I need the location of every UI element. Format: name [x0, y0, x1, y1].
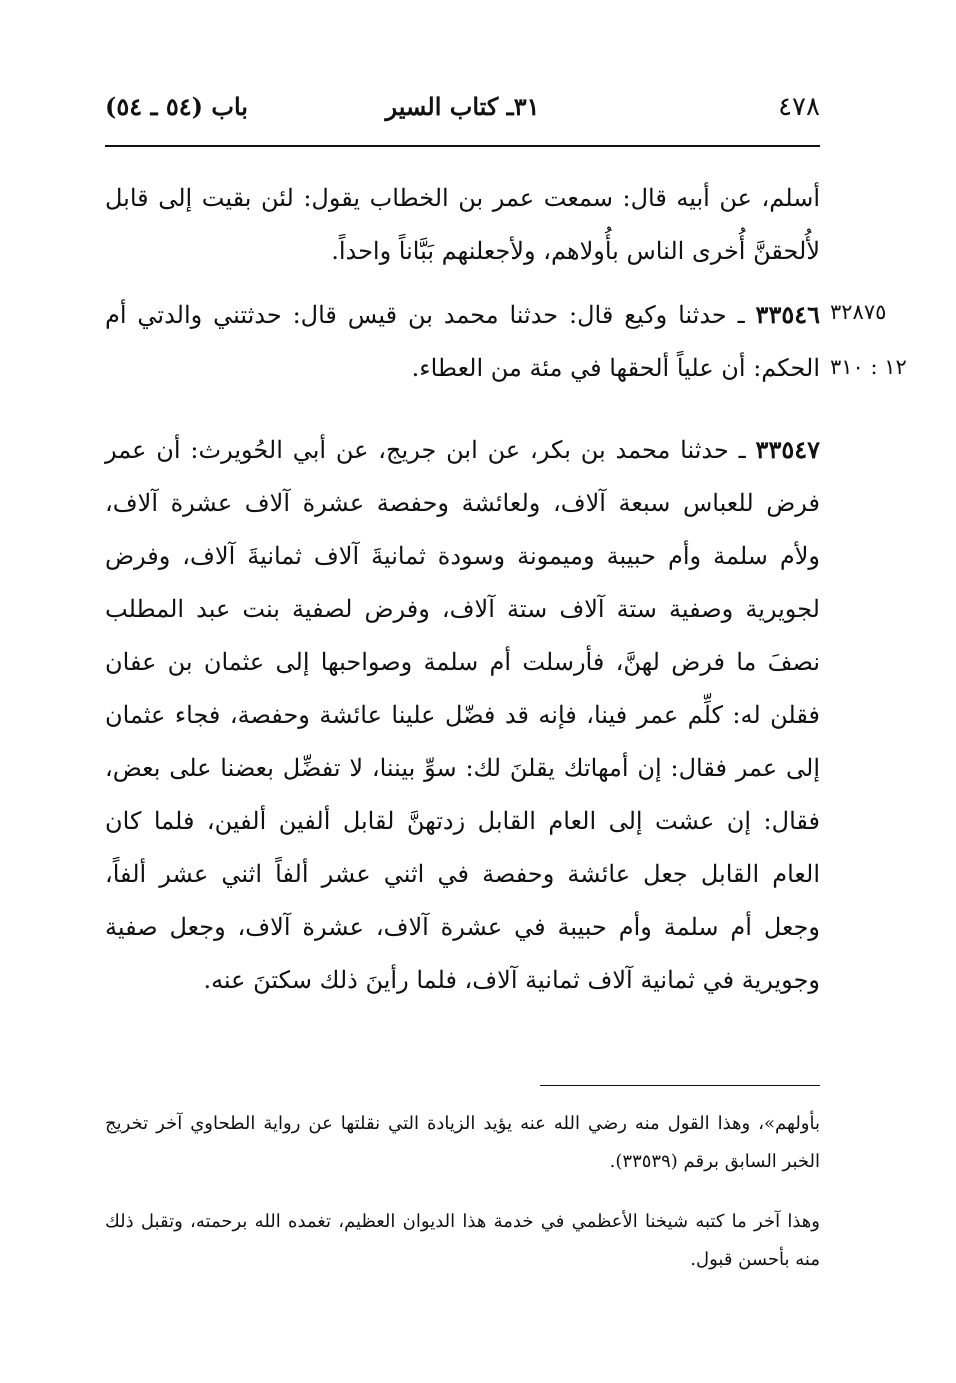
- hadith-number: ٣٣٥٤٧: [755, 435, 820, 464]
- header-rule: [105, 145, 820, 147]
- footnote: وهذا آخر ما كتبه شيخنا الأعظمي في خدمة هذا الديوان العظيم، تغمده الله برحمته، وتقبل ذلك منه بأحسن قبول.: [105, 1211, 820, 1270]
- margin-reference: ٣٢٨٧٥: [830, 300, 887, 324]
- hadith-text: ـ حدثنا محمد بن بكر، عن ابن جريج، عن أبي الحُويرث: أن عمر فرض للعباس سبعة آلاف، ولعائشة وحفصة عشرة آلاف عشرة آلاف، ولأم سلمة وأم حبيبة وميمونة وسودة ثمانيةَ آلاف ثمانيةَ آلاف، وفرض لجويرية وصفية ستة آلاف ستة آلاف، وفرض لصفية بنت عبد المطلب نصفَ ما فرض لهنَّ، فأرسلت أم سلمة وصواحبها إلى عثمان بن عفان فقلن له: كلِّم عمر فينا، فإنه قد فضّل علينا عائشة وحفصة، فجاء عثمان إلى عمر فقال: إن أمهاتك يقلنَ لك: سوِّ بيننا، لا تفضِّل بعضنا على بعض، فقال: إن عشت إلى العام القابل زدتهنَّ لقابل ألفين ألفين، فلما كان العام القابل جعل عائشة وحفصة في اثني عشر ألفاً اثني عشر ألفاً، وجعل أم سلمة وأم حبيبة في عشرة آلاف، عشرة آلاف، وجعل صفية وجويرية في ثمانية آلاف ثمانية آلاف، فلما رأينَ ذلك سكتنَ عنه.: [105, 436, 820, 994]
- footnote: بأولهم»، وهذا القول منه رضي الله عنه يؤيد الزيادة التي نقلتها عن رواية الطحاوي آخر تخريج الخبر السابق برقم (٣٣٥٣٩).: [105, 1113, 820, 1172]
- margin-reference: ١٢ : ٣١٠: [830, 355, 907, 379]
- hadith-33546: [105, 288, 820, 395]
- hadith-33547: [105, 423, 820, 1007]
- hadith-number: ٣٣٥٤٦: [755, 300, 820, 329]
- book-title: ٣١ـ كتاب السير: [385, 92, 540, 121]
- page-header: [105, 92, 820, 132]
- footnote-rule: [540, 1085, 820, 1086]
- chapter-section: باب (٥٤ ـ ٥٤): [105, 92, 248, 121]
- hadith-text: ـ حدثنا وكيع قال: حدثنا محمد بن قيس قال: حدثتني والدتي أم الحكم: أن علياً ألحقها في مئة من العطاء.: [105, 301, 820, 382]
- paragraph-continuation: أسلم، عن أبيه قال: سمعت عمر بن الخطاب يقول: لئن بقيت إلى قابل لأُلحقنَّ أُخرى الناس بأُولاهم، ولأجعلنهم بَبَّاناً واحداً.: [105, 184, 820, 265]
- page-number: ٤٧٨: [778, 92, 820, 122]
